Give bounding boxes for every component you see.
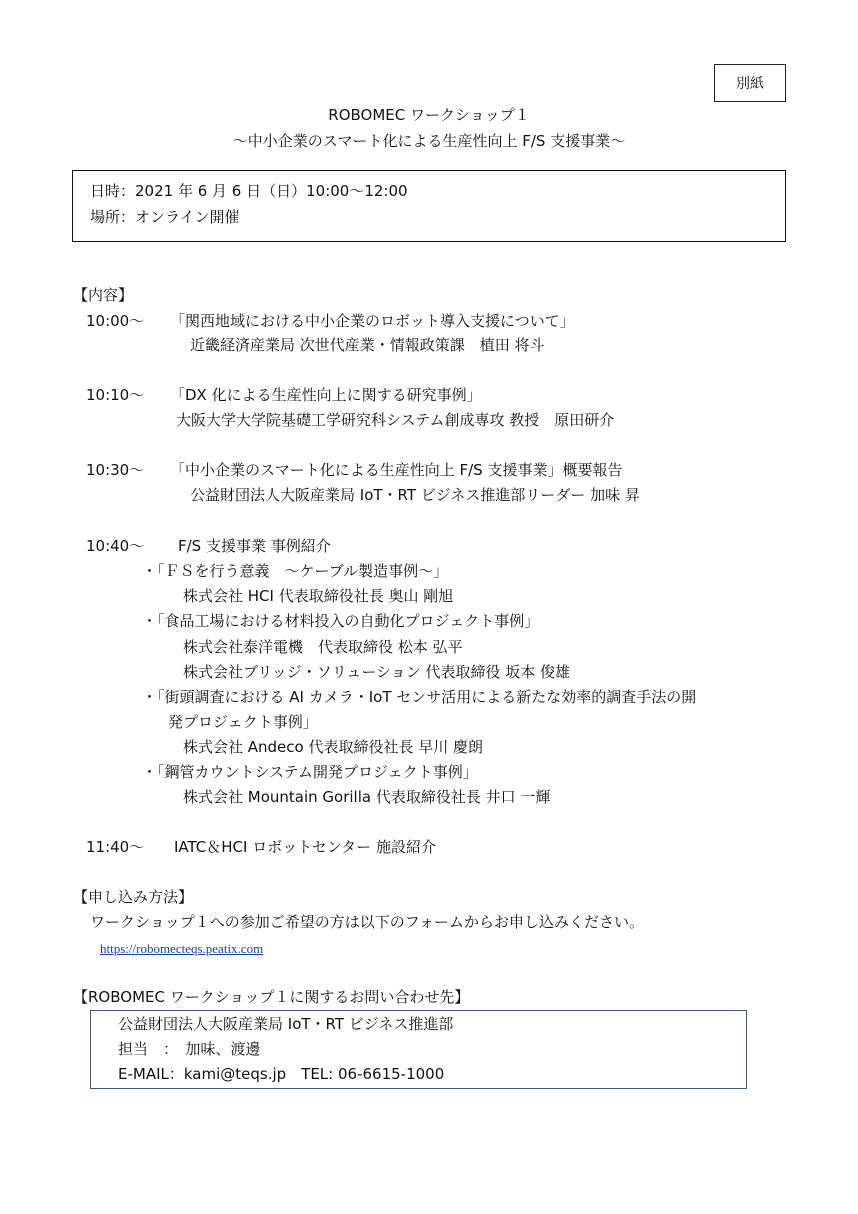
case-1-speaker: 株式会社 HCI 代表取締役社長 奥山 剛旭 <box>183 587 454 605</box>
registration-link[interactable]: https://robomecteqs.peatix.com <box>100 941 264 956</box>
case-3-title-line-2: 発プロジェクト事例」 <box>168 713 318 731</box>
session-3-speaker: 公益財団法人大阪産業局 IoT・RT ビジネス推進部リーダー 加味 昇 <box>190 486 640 504</box>
session-5-time: 11:40～ <box>86 838 145 856</box>
application-heading: 【申し込み方法】 <box>73 888 194 906</box>
contact-heading: 【ROBOMEC ワークショップ１に関するお問い合わせ先】 <box>73 988 470 1006</box>
event-datetime: 日時：2021 年 6 月 6 日（日）10:00～12:00 <box>90 182 408 200</box>
application-text: ワークショップ１への参加ご希望の方は以下のフォームからお申し込みください。 <box>90 913 644 931</box>
session-1-speaker: 近畿経済産業局 次世代産業・情報政策課 植田 将斗 <box>190 336 545 354</box>
case-1-title: ・「ＦＳを行う意義 ～ケーブル製造事例～」 <box>142 562 449 580</box>
contact-person: 担当 ： 加味、渡邊 <box>118 1040 261 1058</box>
contents-heading: 【内容】 <box>73 286 134 304</box>
case-4-speaker: 株式会社 Mountain Gorilla 代表取締役社長 井口 一輝 <box>183 788 551 806</box>
session-5-title: IATC＆HCI ロボットセンター 施設紹介 <box>174 838 436 856</box>
case-4-title: ・「鋼管カウントシステム開発プロジェクト事例」 <box>142 763 478 781</box>
case-3-title-line-1: ・「街頭調査における AI カメラ・IoT センサ活用による新たな効率的調査手法の開 <box>142 688 697 706</box>
attachment-label-box <box>714 64 786 102</box>
title-line-2: ～中小企業のスマート化による生産性向上 F/S 支援事業～ <box>232 132 626 150</box>
contact-organization: 公益財団法人大阪産業局 IoT・RT ビジネス推進部 <box>118 1015 454 1033</box>
session-3-title: 「中小企業のスマート化による生産性向上 F/S 支援事業」概要報告 <box>170 461 623 479</box>
event-place: 場所：オンライン開催 <box>90 208 240 226</box>
session-3-time: 10:30～ <box>86 461 145 479</box>
case-3-speaker: 株式会社 Andeco 代表取締役社長 早川 慶朗 <box>183 738 484 756</box>
case-2-speaker-1: 株式会社泰洋電機 代表取締役 松本 弘平 <box>183 638 463 656</box>
session-4-time: 10:40～ <box>86 537 145 555</box>
session-2-title: 「DX 化による生産性向上に関する研究事例」 <box>170 386 482 404</box>
attachment-label: 別紙 <box>736 76 764 92</box>
contact-email-tel: E-MAIL：kami@teqs.jp TEL: 06-6615-1000 <box>118 1065 445 1083</box>
case-2-speaker-2: 株式会社ブリッジ・ソリューション 代表取締役 坂本 俊雄 <box>183 663 571 681</box>
session-2-time: 10:10～ <box>86 386 145 404</box>
session-1-title: 「関西地域における中小企業のロボット導入支援について」 <box>170 312 575 330</box>
session-1-time: 10:00～ <box>86 312 145 330</box>
session-4-title: F/S 支援事業 事例紹介 <box>178 537 331 555</box>
session-2-speaker: 大阪大学大学院基礎工学研究科システム創成専攻 教授 原田研介 <box>176 411 615 429</box>
case-2-title: ・「食品工場における材料投入の自動化プロジェクト事例」 <box>142 612 540 630</box>
title-line-1: ROBOMEC ワークショップ１ <box>328 106 530 124</box>
